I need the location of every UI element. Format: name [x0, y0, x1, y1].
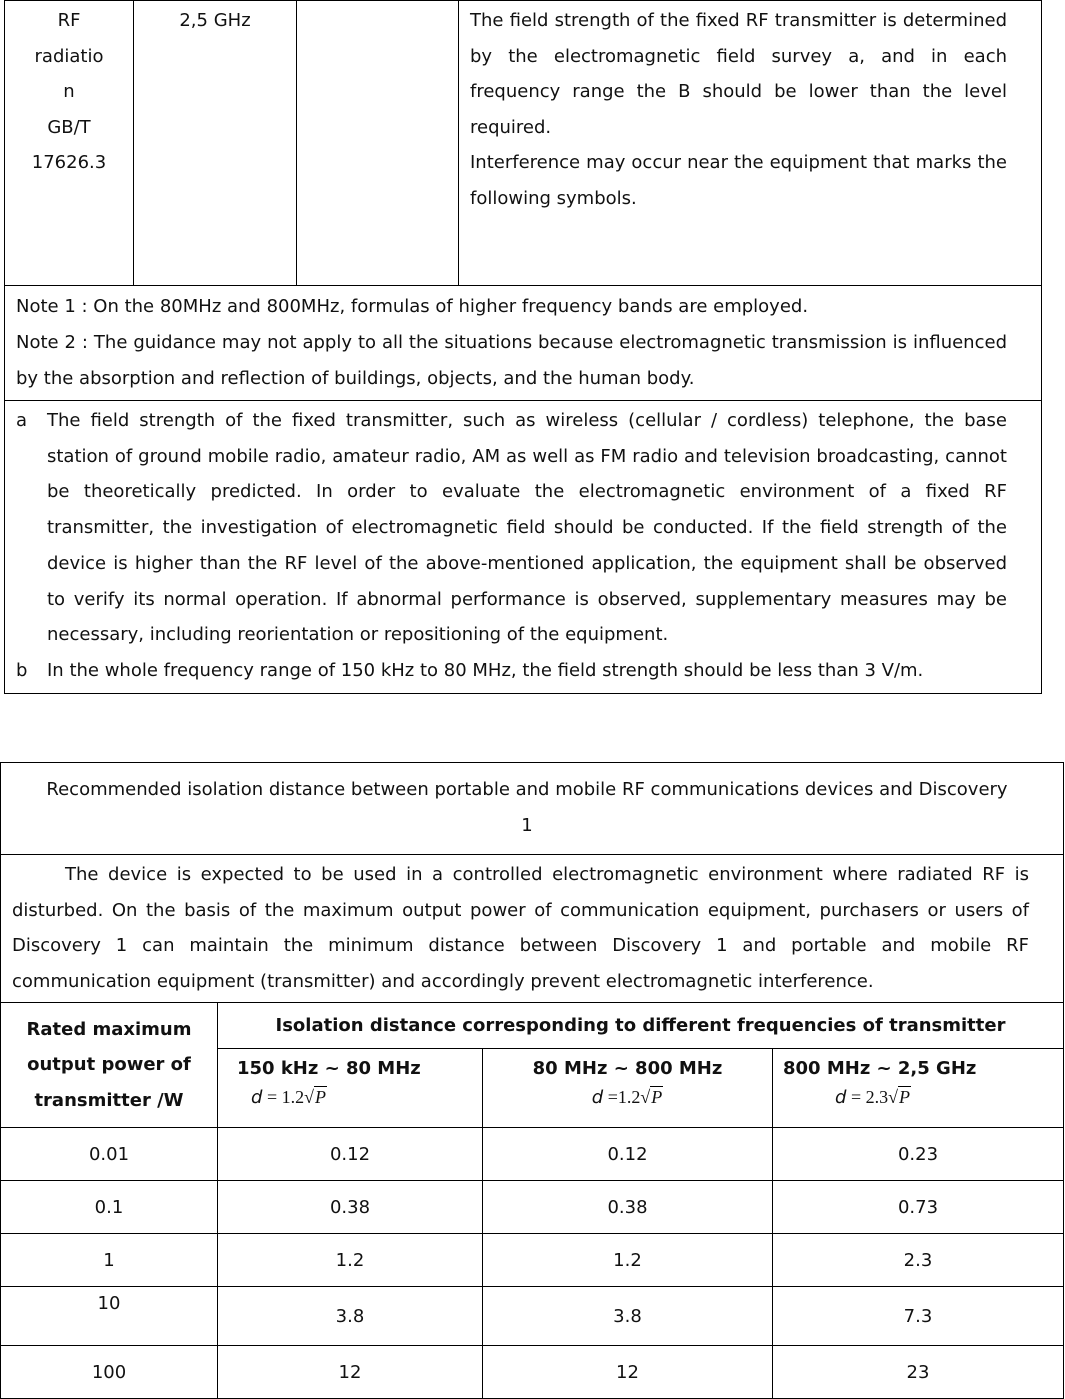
table-row [1, 1234, 1064, 1287]
sqrt-icon: √ [304, 1087, 314, 1107]
band-formula: d = 2.3√P [835, 1087, 910, 1108]
table-row [1, 1181, 1064, 1234]
distance-cell: 3.8 [218, 1287, 483, 1346]
footnote-text: The field strength of the fixed transmitter, such as wireless (cellular / cordless) telephone, the base station of ground mobile radio, amateur radio, AM as well as FM radio and television broadcasting, cannot be theoretically predicted. In order to evaluate the electromagnetic environment of a fixed RF transmitter, the investigation of electromagnetic field should be conducted. If the field strength of the device is higher than the RF level of the above-mentioned application, the equipment shall be observed to verify its normal operation. If abnormal performance is observed, supplementary measures may be necessary, including reorientation or repositioning of the equipment. [47, 410, 1007, 646]
table-title: Recommended isolation distance between portable and mobile RF communications devices and Discovery 1 [1, 763, 1064, 855]
table-row [1, 1287, 1064, 1346]
distance-cell: 0.38 [483, 1181, 773, 1234]
footnotes-row [5, 401, 1042, 694]
test-name-line: radiatio [34, 45, 104, 67]
footnote-b [16, 653, 1007, 689]
notes-row [5, 286, 1042, 401]
band-formula: d = 1.2√P [251, 1087, 326, 1108]
power-cell: 0.01 [1, 1128, 218, 1181]
table-row [1, 1128, 1064, 1181]
guidance-cell [459, 1, 1042, 286]
distance-cell: 2.3 [773, 1234, 1064, 1287]
note-1: Note 1 : On the 80MHz and 800MHz, formulas of higher frequency bands are employed. [16, 296, 809, 317]
test-level: 2,5 GHz [179, 10, 251, 31]
test-level-cell [134, 1, 297, 286]
test-name-line: RF [57, 10, 81, 31]
compliance-level-cell [297, 1, 459, 286]
band-header-80mhz-800mhz [483, 1049, 773, 1128]
distance-cell: 0.12 [218, 1128, 483, 1181]
distance-cell: 3.8 [483, 1287, 773, 1346]
distance-cell: 23 [773, 1346, 1064, 1399]
power-cell: 1 [1, 1234, 218, 1287]
distance-cell: 0.38 [218, 1181, 483, 1234]
test-name-line: n [63, 81, 75, 102]
header-row-1 [1, 1003, 1064, 1049]
intro-cell [1, 855, 1064, 1003]
band-formula: d =1.2√P [591, 1087, 663, 1108]
band-range: 800 MHz ~ 2,5 GHz [783, 1058, 977, 1079]
note-2: Note 2 : The guidance may not apply to all the situations because electromagnetic transmission is influenced by the absorption and reflection of buildings, objects, and the human body. [16, 332, 1007, 389]
guidance-text: The field strength of the fixed RF transmitter is determined by the electromagnetic field survey a, and in each frequency range the B should be lower than the level required. [470, 10, 1007, 138]
isolation-header: Isolation distance corresponding to different frequencies of transmitter [218, 1003, 1064, 1049]
distance-cell: 1.2 [483, 1234, 773, 1287]
test-name-line: GB/T [47, 116, 91, 138]
distance-cell: 0.73 [773, 1181, 1064, 1234]
sqrt-icon: √ [888, 1087, 898, 1107]
sqrt-icon: √ [640, 1087, 651, 1107]
distance-cell: 0.23 [773, 1128, 1064, 1181]
distance-cell: 12 [218, 1346, 483, 1399]
power-cell: 10 [1, 1287, 218, 1346]
footnote-mark: b [16, 659, 28, 681]
guidance-text: Interference may occur near the equipment that marks the following symbols. [470, 152, 1007, 209]
isolation-distance-table [0, 762, 1064, 1399]
distance-cell: 0.12 [483, 1128, 773, 1181]
footnote-mark: a [16, 410, 28, 431]
power-cell: 0.1 [1, 1181, 218, 1234]
table-row [1, 1346, 1064, 1399]
test-name-cell [5, 1, 134, 286]
title-row [1, 763, 1064, 855]
band-header-150khz-80mhz [218, 1049, 483, 1128]
notes-cell [5, 286, 1042, 401]
intro-text: The device is expected to be used in a controlled electromagnetic environment where radiated RF is disturbed. On the basis of the maximum output power of communication equipment, purchasers or users of Discovery 1 can maintain the minimum distance between Discovery 1 and portable and mobile RF communication equipment (transmitter) and accordingly prevent electromagnetic interference. [12, 864, 1029, 992]
footnote-a [16, 403, 1007, 653]
footnote-text: In the whole frequency range of 150 kHz to 80 MHz, the field strength should be less than 3 V/m. [47, 659, 924, 681]
rated-power-header: Rated maximum output power of transmitter /W [1, 1003, 218, 1128]
intro-row [1, 855, 1064, 1003]
rf-radiation-row [5, 1, 1042, 286]
band-header-800mhz-2_5ghz [773, 1049, 1064, 1128]
footnotes-cell [5, 401, 1042, 694]
immunity-table [4, 0, 1042, 694]
band-range: 150 kHz ~ 80 MHz [237, 1058, 421, 1079]
power-cell: 100 [1, 1346, 218, 1399]
distance-cell: 7.3 [773, 1287, 1064, 1346]
distance-cell: 1.2 [218, 1234, 483, 1287]
distance-cell: 12 [483, 1346, 773, 1399]
test-name-line: 17626.3 [31, 152, 107, 173]
band-range: 80 MHz ~ 800 MHz [532, 1058, 723, 1079]
